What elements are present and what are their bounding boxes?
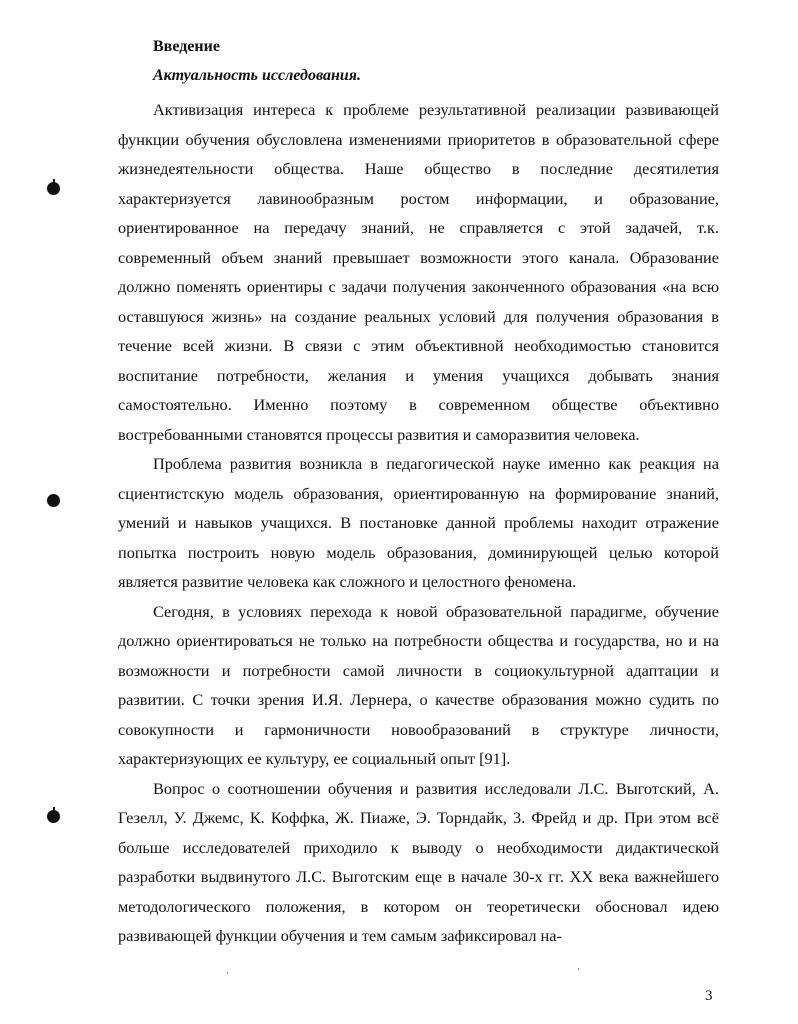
paragraph: Проблема развития возникла в педагогической науке именно как реакция на сциентистскую модель образования, ориентированную на формирование знаний, умений и навыков учащихся. В постановке данной проблемы находит отражение попытка построить новую модель образования, доминирующей целью которой является развитие человека как сложного и целостного феномена. — [118, 454, 719, 591]
scan-speck — [578, 968, 579, 970]
paragraph: Сегодня, в условиях перехода к новой образовательной парадигме, обучение должно ориентироваться не только на потребности общества и государства, но и на возможности и потребности самой личности в социокультурной адаптации и развитии. С точки зрения И.Я. Лернера, о качестве образования можно судить по совокупности и гармоничности новообразований в структуре личности, характеризующих ее культуру, ее социальный опыт [91]. — [118, 601, 719, 768]
page-number: 3 — [705, 988, 713, 1004]
paragraph: Активизация интереса к проблеме результативной реализации развивающей функции обучения обусловлена изменениями приоритетов в образовательной сфере жизнедеятельности общества. Наше общество в последние десятилетия характеризуется лавинообразным ростом информации, и образование, ориентированное на передачу знаний, не справляется с этой задачей, т.к. современный объем знаний превышает возможности этого канала. Образование должно поменять ориентиры с задачи получения законченного образования «на всю оставшуюся жизнь» на создание реальных условий для получения образования в течение всей жизни. В связи с этим объективной необходимостью становится воспитание потребности, желания и умения учащихся добывать знания самостоятельно. Именно поэтому в современном обществе объективно востребованными становятся процессы развития и саморазвития человека. — [118, 100, 719, 444]
section-heading: Введение — [153, 38, 220, 55]
paragraph: Вопрос о соотношении обучения и развития исследовали Л.С. Выготский, А. Гезелл, У. Джемс, К. Коффка, Ж. Пиаже, Э. Торндайк, 3. Фрейд и др. При этом всё больше исследователей приходило к выводу о необходимости дидактической разработки выдвинутого Л.С. Выготским еще в начале 30-х гг. XX века важнейшего методологического положения, в котором он теоретически обосновал идею развивающей функции обучения и тем самым зафиксировал на- — [118, 778, 719, 945]
punch-hole-mark — [47, 810, 60, 823]
body-text — [118, 95, 719, 951]
punch-hole-mark — [47, 182, 60, 195]
section-subheading: Актуальность исследования. — [153, 67, 361, 84]
punch-hole-mark — [47, 494, 60, 507]
scan-speck — [227, 972, 228, 974]
